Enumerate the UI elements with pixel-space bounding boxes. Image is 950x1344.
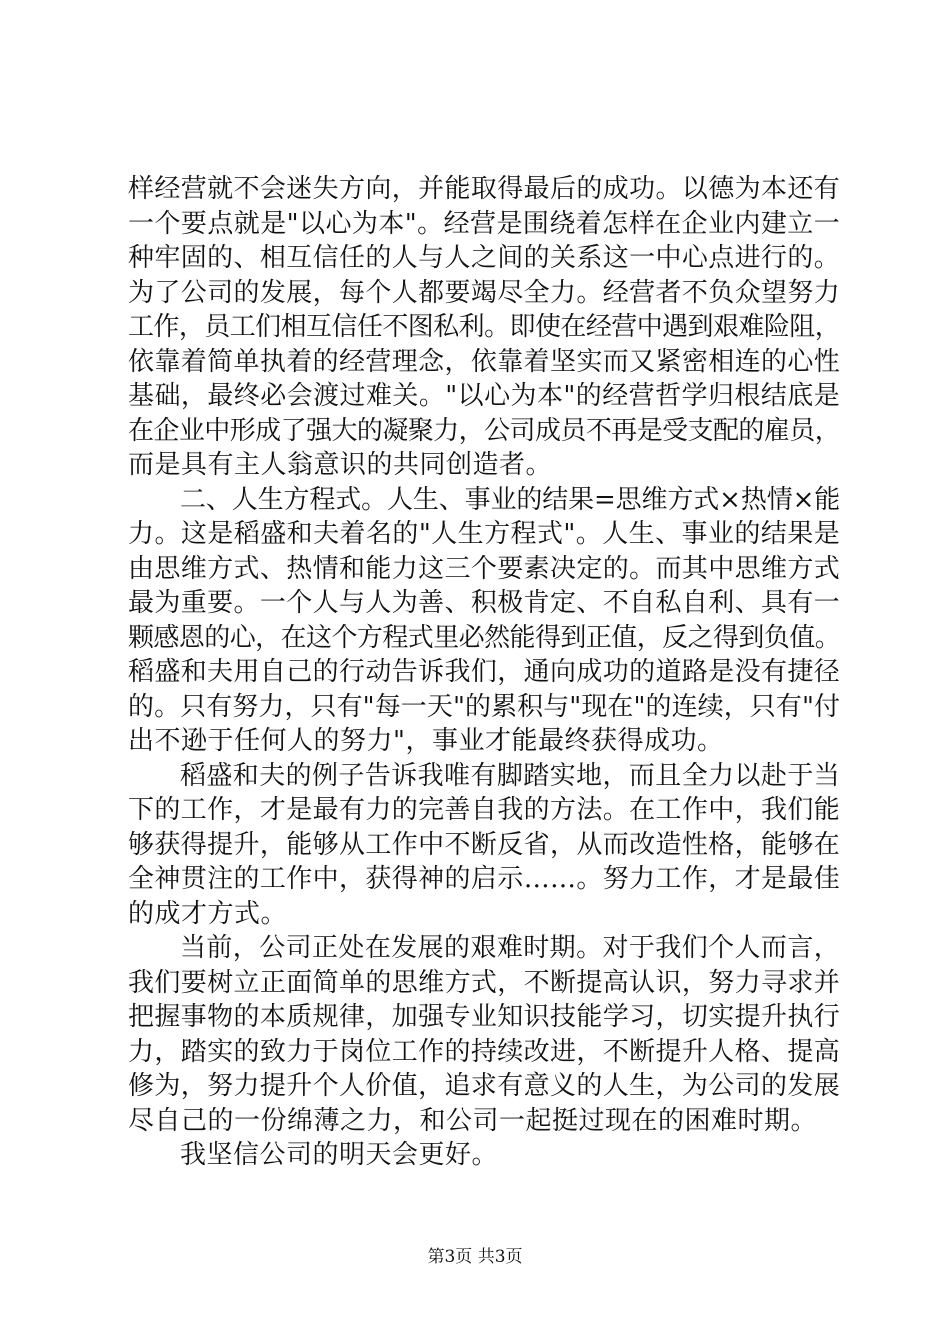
text-line: 全神贯注的工作中，获得神的启示……。努力工作，才是最佳 — [128, 864, 840, 894]
text-line: 力。这是稻盛和夫着名的"人生方程式"。人生、事业的结果是 — [128, 519, 840, 549]
text-line: 力，踏实的致力于岗位工作的持续改进，不断提升人格、提高 — [128, 1036, 840, 1067]
document-body — [128, 172, 840, 1173]
text-line: 在企业中形成了强大的凝聚力，公司成员不再是受支配的雇员， — [128, 415, 840, 446]
text-line: 二、人生方程式。人生、事业的结果=思维方式×热情×能 — [180, 484, 840, 515]
text-line: 而是具有主人翁意识的共同创造者。 — [128, 450, 553, 480]
text-line: 的。只有努力，只有"每一天"的累积与"现在"的连续，只有"付 — [128, 691, 840, 722]
text-line: 的成才方式。 — [128, 898, 288, 929]
text-line: 稻盛和夫用自己的行动告诉我们，通向成功的道路是没有捷径 — [128, 657, 840, 687]
page-number-label: 第3页 共3页 — [427, 1247, 523, 1267]
text-line: 稻盛和夫的例子告诉我唯有脚踏实地，而且全力以赴于当 — [180, 760, 840, 791]
text-line: 我们要树立正面简单的思维方式，不断提高认识，努力寻求并 — [128, 967, 840, 998]
text-line: 修为，努力提升个人价值，追求有意义的人生，为公司的发展 — [128, 1071, 840, 1101]
text-line: 尽自己的一份绵薄之力，和公司一起挺过现在的困难时期。 — [128, 1105, 818, 1136]
text-line: 当前，公司正处在发展的艰难时期。对于我们个人而言， — [180, 933, 840, 963]
page-footer — [0, 1246, 950, 1268]
text-line: 一个要点就是"以心为本"。经营是围绕着怎样在企业内建立一 — [128, 208, 840, 239]
text-line: 下的工作，才是最有力的完善自我的方法。在工作中，我们能 — [128, 795, 840, 825]
text-line: 把握事物的本质规律，加强专业知识技能学习，切实提升执行 — [128, 1002, 840, 1032]
text-line: 够获得提升，能够从工作中不断反省，从而改造性格，能够在 — [128, 829, 840, 860]
text-line: 出不逊于任何人的努力"，事业才能最终获得成功。 — [128, 726, 724, 756]
text-line: 基础，最终必会渡过难关。"以心为本"的经营哲学归根结底是 — [128, 381, 840, 411]
text-line: 种牢固的、相互信任的人与人之间的关系这一中心点进行的。 — [128, 243, 840, 273]
text-line: 我坚信公司的明天会更好。 — [180, 1140, 499, 1170]
text-line: 颗感恩的心，在这个方程式里必然能得到正值，反之得到负值。 — [128, 622, 840, 653]
text-line: 为了公司的发展，每个人都要竭尽全力。经营者不负众望努力 — [128, 277, 840, 308]
text-line: 由思维方式、热情和能力这三个要素决定的。而其中思维方式 — [128, 553, 840, 584]
text-line: 工作，员工们相互信任不图私利。即使在经营中遇到艰难险阻， — [128, 312, 840, 342]
text-line: 最为重要。一个人与人为善、积极肯定、不自私自利、具有一 — [128, 588, 840, 618]
text-line: 样经营就不会迷失方向，并能取得最后的成功。以德为本还有 — [128, 174, 840, 204]
text-line: 依靠着简单执着的经营理念，依靠着坚实而又紧密相连的心性 — [128, 346, 840, 377]
